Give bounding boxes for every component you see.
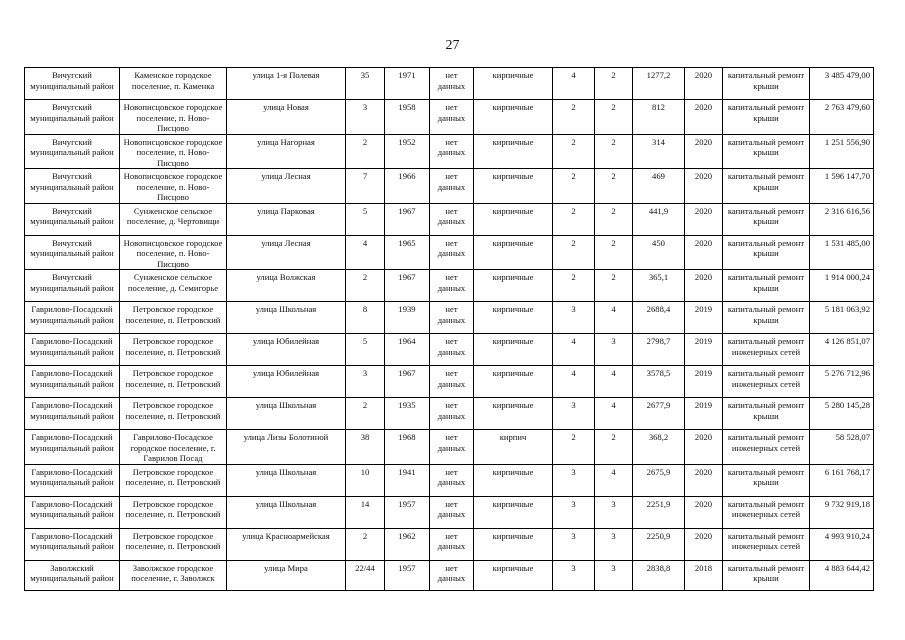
- cell-floors: 3: [553, 496, 595, 528]
- cell-data-status: нет данных: [430, 235, 474, 270]
- cell-build-year: 1957: [385, 496, 430, 528]
- cell-repair-year: 2020: [685, 134, 723, 169]
- table-row: [25, 464, 874, 496]
- cell-repair-year: 2020: [685, 68, 723, 100]
- table-row: [25, 235, 874, 270]
- cell-wall-material: кирпичные: [474, 464, 553, 496]
- cell-house-number: 2: [346, 398, 385, 430]
- cell-settlement: Новописцовское городское поселение, п. Ново-Писцово: [120, 169, 227, 204]
- cell-street: улица Школьная: [227, 302, 346, 334]
- cell-build-year: 1962: [385, 528, 430, 560]
- cell-work-type: капитальный ремонт инженерных сетей: [723, 430, 810, 465]
- cell-district: Вичугский муниципальный район: [25, 270, 120, 302]
- cell-settlement: Петровское городское поселение, п. Петровский: [120, 334, 227, 366]
- cell-area: 2688,4: [633, 302, 685, 334]
- cell-settlement: Петровское городское поселение, п. Петровский: [120, 302, 227, 334]
- table-body: [25, 68, 874, 591]
- cell-floors: 2: [553, 134, 595, 169]
- cell-data-status: нет данных: [430, 560, 474, 590]
- page-number: 27: [445, 38, 460, 53]
- cell-work-type: капитальный ремонт инженерных сетей: [723, 366, 810, 398]
- table-row: [25, 68, 874, 100]
- cell-repair-year: 2020: [685, 496, 723, 528]
- table-row: [25, 134, 874, 169]
- cell-street: улица Новая: [227, 100, 346, 135]
- cell-amount: 9 732 919,18: [810, 496, 874, 528]
- cell-wall-material: кирпичные: [474, 398, 553, 430]
- cell-area: 2251,9: [633, 496, 685, 528]
- cell-build-year: 1935: [385, 398, 430, 430]
- cell-entrances: 2: [595, 68, 633, 100]
- cell-entrances: 2: [595, 100, 633, 135]
- cell-area: 1277,2: [633, 68, 685, 100]
- cell-data-status: нет данных: [430, 464, 474, 496]
- cell-repair-year: 2018: [685, 560, 723, 590]
- cell-entrances: 3: [595, 334, 633, 366]
- cell-amount: 5 276 712,96: [810, 366, 874, 398]
- cell-area: 2675,9: [633, 464, 685, 496]
- cell-district: Гаврилово-Посадский муниципальный район: [25, 398, 120, 430]
- table-row: [25, 334, 874, 366]
- cell-floors: 2: [553, 100, 595, 135]
- cell-repair-year: 2019: [685, 334, 723, 366]
- table-row: [25, 270, 874, 302]
- cell-wall-material: кирпичные: [474, 68, 553, 100]
- cell-repair-year: 2020: [685, 528, 723, 560]
- cell-work-type: капитальный ремонт крыши: [723, 169, 810, 204]
- cell-build-year: 1971: [385, 68, 430, 100]
- cell-data-status: нет данных: [430, 302, 474, 334]
- cell-amount: 4 993 910,24: [810, 528, 874, 560]
- cell-house-number: 10: [346, 464, 385, 496]
- cell-repair-year: 2020: [685, 464, 723, 496]
- cell-repair-year: 2020: [685, 430, 723, 465]
- cell-settlement: Петровское городское поселение, п. Петровский: [120, 398, 227, 430]
- cell-district: Гаврилово-Посадский муниципальный район: [25, 366, 120, 398]
- cell-street: улица Юбилейная: [227, 366, 346, 398]
- cell-work-type: капитальный ремонт крыши: [723, 270, 810, 302]
- cell-data-status: нет данных: [430, 366, 474, 398]
- cell-floors: 3: [553, 398, 595, 430]
- cell-area: 2838,8: [633, 560, 685, 590]
- cell-street: улица Школьная: [227, 398, 346, 430]
- cell-amount: 1 531 485,00: [810, 235, 874, 270]
- cell-area: 368,2: [633, 430, 685, 465]
- cell-build-year: 1968: [385, 430, 430, 465]
- cell-data-status: нет данных: [430, 270, 474, 302]
- cell-build-year: 1967: [385, 366, 430, 398]
- cell-data-status: нет данных: [430, 528, 474, 560]
- cell-district: Вичугский муниципальный район: [25, 235, 120, 270]
- cell-house-number: 3: [346, 100, 385, 135]
- cell-work-type: капитальный ремонт крыши: [723, 398, 810, 430]
- table-row: [25, 398, 874, 430]
- cell-build-year: 1958: [385, 100, 430, 135]
- cell-entrances: 2: [595, 235, 633, 270]
- cell-street: улица Школьная: [227, 464, 346, 496]
- cell-settlement: Новописцовское городское поселение, п. Ново-Писцово: [120, 134, 227, 169]
- table-row: [25, 169, 874, 204]
- cell-wall-material: кирпичные: [474, 302, 553, 334]
- cell-work-type: капитальный ремонт инженерных сетей: [723, 496, 810, 528]
- cell-entrances: 4: [595, 398, 633, 430]
- cell-floors: 2: [553, 430, 595, 465]
- cell-street: улица 1-я Полевая: [227, 68, 346, 100]
- cell-entrances: 4: [595, 366, 633, 398]
- cell-house-number: 35: [346, 68, 385, 100]
- cell-area: 441,9: [633, 203, 685, 235]
- table-row: [25, 100, 874, 135]
- cell-build-year: 1957: [385, 560, 430, 590]
- cell-house-number: 2: [346, 270, 385, 302]
- cell-floors: 3: [553, 560, 595, 590]
- cell-settlement: Сунженское сельское поселение, д. Семигорье: [120, 270, 227, 302]
- cell-street: улица Юбилейная: [227, 334, 346, 366]
- cell-build-year: 1967: [385, 203, 430, 235]
- cell-street: улица Красноармейская: [227, 528, 346, 560]
- cell-amount: 58 528,07: [810, 430, 874, 465]
- cell-repair-year: 2020: [685, 235, 723, 270]
- cell-entrances: 3: [595, 528, 633, 560]
- table-row: [25, 302, 874, 334]
- cell-house-number: 2: [346, 528, 385, 560]
- cell-settlement: Заволжское городское поселение, г. Заволжск: [120, 560, 227, 590]
- cell-repair-year: 2019: [685, 398, 723, 430]
- cell-data-status: нет данных: [430, 496, 474, 528]
- cell-work-type: капитальный ремонт крыши: [723, 68, 810, 100]
- cell-data-status: нет данных: [430, 398, 474, 430]
- cell-amount: 3 485 479,00: [810, 68, 874, 100]
- cell-floors: 4: [553, 366, 595, 398]
- cell-house-number: 38: [346, 430, 385, 465]
- cell-amount: 5 280 145,28: [810, 398, 874, 430]
- cell-wall-material: кирпич: [474, 430, 553, 465]
- cell-district: Гаврилово-Посадский муниципальный район: [25, 430, 120, 465]
- cell-settlement: Каменское городское поселение, п. Каменка: [120, 68, 227, 100]
- cell-amount: 1 251 556,90: [810, 134, 874, 169]
- table-row: [25, 203, 874, 235]
- cell-data-status: нет данных: [430, 169, 474, 204]
- cell-amount: 2 763 479,60: [810, 100, 874, 135]
- cell-district: Вичугский муниципальный район: [25, 134, 120, 169]
- cell-settlement: Гаврилово-Посадское городское поселение, г. Гаврилов Посад: [120, 430, 227, 465]
- cell-house-number: 14: [346, 496, 385, 528]
- cell-data-status: нет данных: [430, 430, 474, 465]
- cell-floors: 4: [553, 68, 595, 100]
- cell-work-type: капитальный ремонт крыши: [723, 302, 810, 334]
- cell-entrances: 2: [595, 134, 633, 169]
- cell-district: Вичугский муниципальный район: [25, 68, 120, 100]
- cell-repair-year: 2019: [685, 302, 723, 334]
- cell-amount: 4 883 644,42: [810, 560, 874, 590]
- cell-amount: 1 914 000,24: [810, 270, 874, 302]
- cell-build-year: 1965: [385, 235, 430, 270]
- cell-repair-year: 2020: [685, 270, 723, 302]
- table-row: [25, 366, 874, 398]
- cell-wall-material: кирпичные: [474, 528, 553, 560]
- cell-work-type: капитальный ремонт инженерных сетей: [723, 528, 810, 560]
- cell-district: Гаврилово-Посадский муниципальный район: [25, 496, 120, 528]
- cell-street: улица Лизы Болотиной: [227, 430, 346, 465]
- cell-data-status: нет данных: [430, 334, 474, 366]
- cell-entrances: 4: [595, 302, 633, 334]
- cell-area: 314: [633, 134, 685, 169]
- cell-floors: 2: [553, 270, 595, 302]
- cell-wall-material: кирпичные: [474, 270, 553, 302]
- table-row: [25, 560, 874, 590]
- cell-district: Вичугский муниципальный район: [25, 169, 120, 204]
- cell-work-type: капитальный ремонт крыши: [723, 560, 810, 590]
- cell-entrances: 3: [595, 496, 633, 528]
- cell-data-status: нет данных: [430, 203, 474, 235]
- cell-amount: 6 161 768,17: [810, 464, 874, 496]
- cell-district: Гаврилово-Посадский муниципальный район: [25, 334, 120, 366]
- cell-wall-material: кирпичные: [474, 235, 553, 270]
- cell-house-number: 5: [346, 334, 385, 366]
- cell-floors: 4: [553, 334, 595, 366]
- cell-house-number: 3: [346, 366, 385, 398]
- cell-floors: 2: [553, 235, 595, 270]
- cell-wall-material: кирпичные: [474, 134, 553, 169]
- cell-settlement: Петровское городское поселение, п. Петровский: [120, 528, 227, 560]
- cell-area: 2798,7: [633, 334, 685, 366]
- cell-build-year: 1952: [385, 134, 430, 169]
- cell-repair-year: 2020: [685, 100, 723, 135]
- cell-wall-material: кирпичные: [474, 334, 553, 366]
- cell-settlement: Петровское городское поселение, п. Петровский: [120, 366, 227, 398]
- cell-street: улица Школьная: [227, 496, 346, 528]
- cell-amount: 1 596 147,70: [810, 169, 874, 204]
- cell-district: Гаврилово-Посадский муниципальный район: [25, 464, 120, 496]
- cell-house-number: 4: [346, 235, 385, 270]
- table-row: [25, 496, 874, 528]
- cell-settlement: Петровское городское поселение, п. Петровский: [120, 496, 227, 528]
- cell-wall-material: кирпичные: [474, 203, 553, 235]
- cell-data-status: нет данных: [430, 134, 474, 169]
- cell-street: улица Лесная: [227, 169, 346, 204]
- cell-house-number: 22/44: [346, 560, 385, 590]
- cell-data-status: нет данных: [430, 68, 474, 100]
- cell-entrances: 2: [595, 270, 633, 302]
- cell-area: 365,1: [633, 270, 685, 302]
- cell-house-number: 8: [346, 302, 385, 334]
- cell-settlement: Новописцовское городское поселение, п. Ново-Писцово: [120, 100, 227, 135]
- cell-work-type: капитальный ремонт крыши: [723, 100, 810, 135]
- cell-repair-year: 2020: [685, 203, 723, 235]
- cell-wall-material: кирпичные: [474, 366, 553, 398]
- cell-area: 3578,5: [633, 366, 685, 398]
- cell-entrances: 2: [595, 203, 633, 235]
- cell-street: улица Лесная: [227, 235, 346, 270]
- cell-amount: 2 316 616,56: [810, 203, 874, 235]
- cell-work-type: капитальный ремонт крыши: [723, 203, 810, 235]
- cell-area: 450: [633, 235, 685, 270]
- cell-settlement: Сунженское сельское поселение, д. Чертовищи: [120, 203, 227, 235]
- cell-build-year: 1967: [385, 270, 430, 302]
- buildings-table: [24, 67, 874, 591]
- cell-amount: 5 181 063,92: [810, 302, 874, 334]
- cell-repair-year: 2019: [685, 366, 723, 398]
- cell-house-number: 5: [346, 203, 385, 235]
- cell-area: 2677,9: [633, 398, 685, 430]
- cell-work-type: капитальный ремонт крыши: [723, 235, 810, 270]
- table-row: [25, 430, 874, 465]
- cell-house-number: 2: [346, 134, 385, 169]
- cell-work-type: капитальный ремонт крыши: [723, 134, 810, 169]
- cell-floors: 2: [553, 203, 595, 235]
- cell-entrances: 2: [595, 169, 633, 204]
- cell-entrances: 3: [595, 560, 633, 590]
- cell-entrances: 4: [595, 464, 633, 496]
- cell-wall-material: кирпичные: [474, 496, 553, 528]
- cell-floors: 3: [553, 302, 595, 334]
- cell-district: Гаврилово-Посадский муниципальный район: [25, 528, 120, 560]
- cell-amount: 4 126 851,07: [810, 334, 874, 366]
- cell-wall-material: кирпичные: [474, 560, 553, 590]
- cell-build-year: 1939: [385, 302, 430, 334]
- cell-floors: 3: [553, 528, 595, 560]
- cell-area: 469: [633, 169, 685, 204]
- cell-street: улица Парковая: [227, 203, 346, 235]
- cell-district: Заволжский муниципальный район: [25, 560, 120, 590]
- table-row: [25, 528, 874, 560]
- cell-district: Вичугский муниципальный район: [25, 203, 120, 235]
- cell-floors: 3: [553, 464, 595, 496]
- cell-wall-material: кирпичные: [474, 100, 553, 135]
- cell-settlement: Петровское городское поселение, п. Петровский: [120, 464, 227, 496]
- cell-area: 812: [633, 100, 685, 135]
- cell-district: Вичугский муниципальный район: [25, 100, 120, 135]
- cell-build-year: 1966: [385, 169, 430, 204]
- cell-build-year: 1964: [385, 334, 430, 366]
- cell-area: 2250,9: [633, 528, 685, 560]
- cell-entrances: 2: [595, 430, 633, 465]
- cell-floors: 2: [553, 169, 595, 204]
- cell-wall-material: кирпичные: [474, 169, 553, 204]
- cell-street: улица Мира: [227, 560, 346, 590]
- cell-build-year: 1941: [385, 464, 430, 496]
- cell-data-status: нет данных: [430, 100, 474, 135]
- cell-house-number: 7: [346, 169, 385, 204]
- cell-repair-year: 2020: [685, 169, 723, 204]
- cell-district: Гаврилово-Посадский муниципальный район: [25, 302, 120, 334]
- cell-settlement: Новописцовское городское поселение, п. Ново-Писцово: [120, 235, 227, 270]
- cell-work-type: капитальный ремонт инженерных сетей: [723, 334, 810, 366]
- cell-street: улица Волжская: [227, 270, 346, 302]
- cell-work-type: капитальный ремонт крыши: [723, 464, 810, 496]
- cell-street: улица Нагорная: [227, 134, 346, 169]
